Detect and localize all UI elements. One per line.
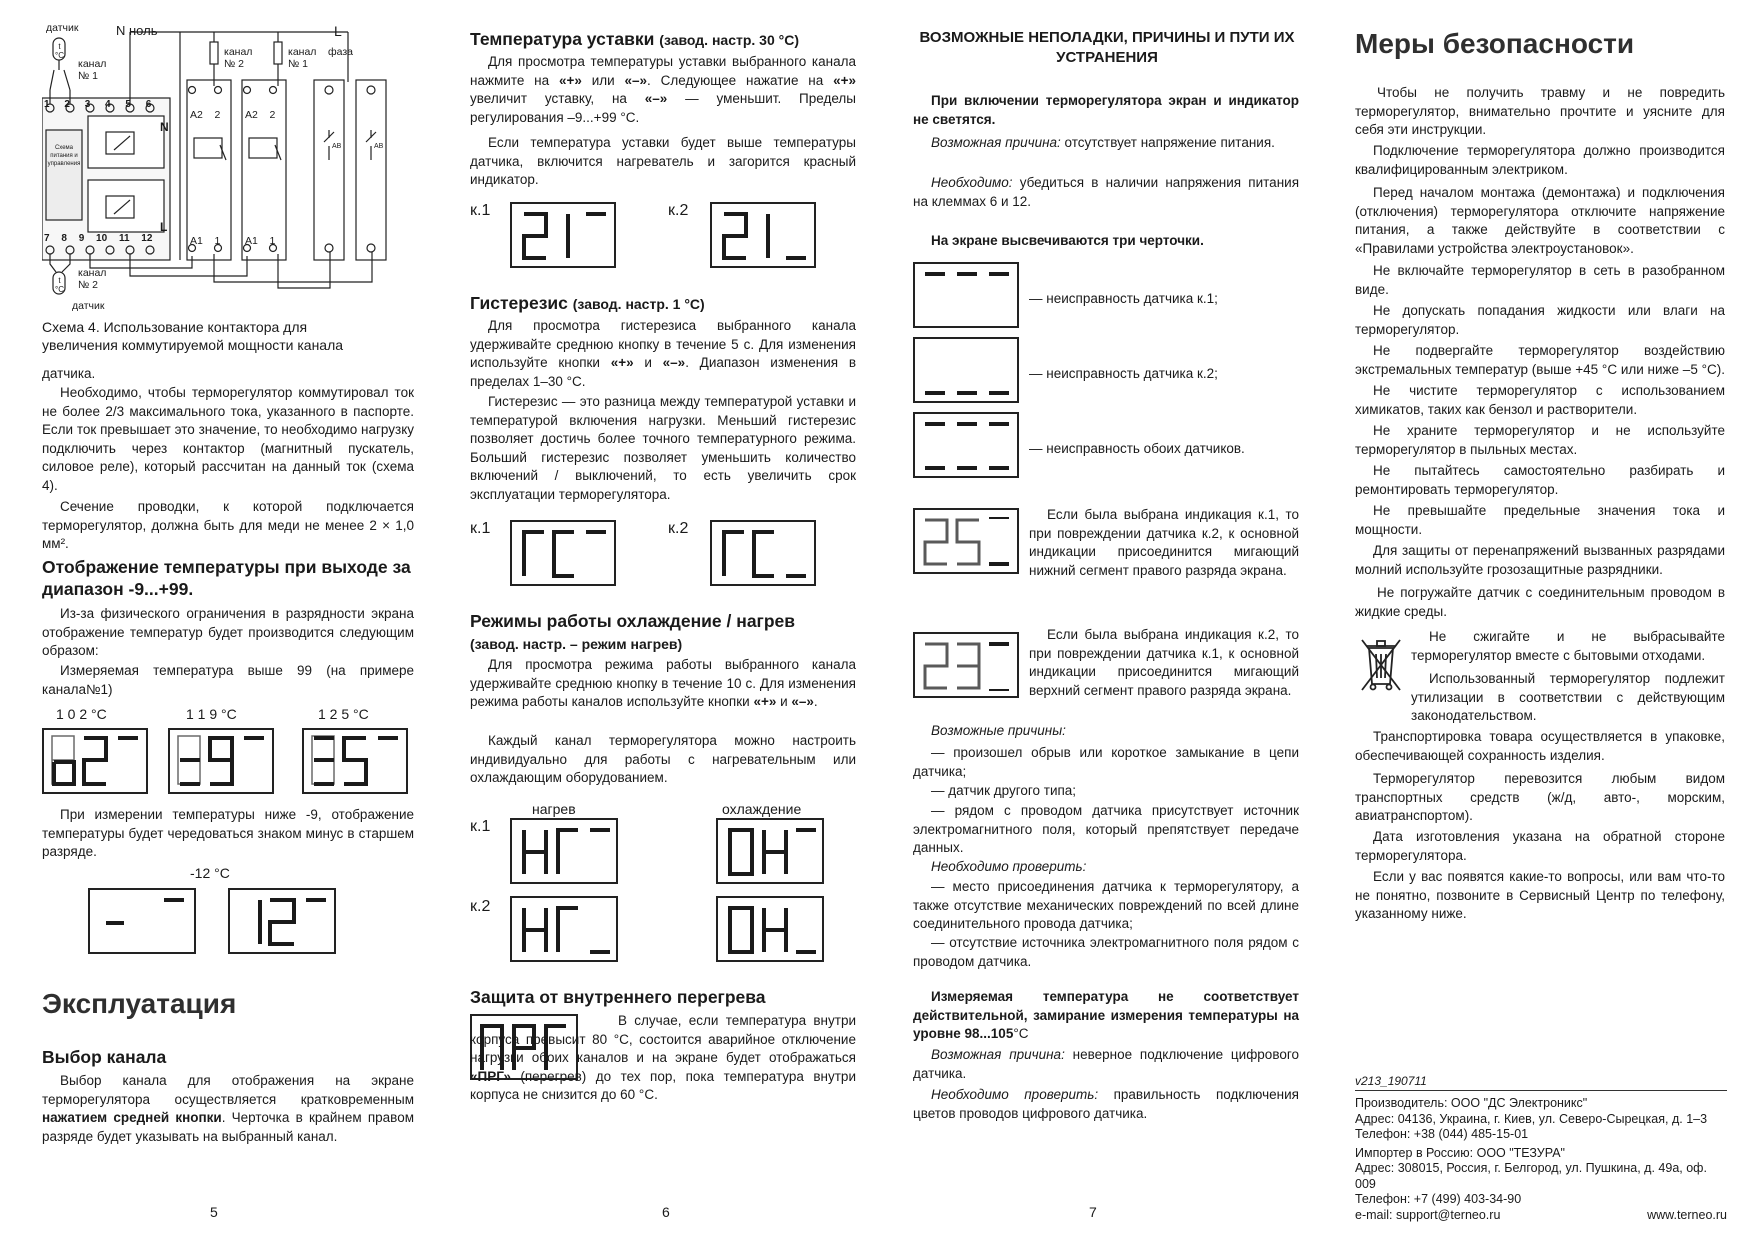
paragraph-hysteresis-def: Гистерезис — это разница между температурой уставки и температурой включения нагрузки. Меньший гистерезис позволяет достичь более точного температурного режима. Больший гистерезис позволяет уменьшить количество включений / выключений, то есть увеличить срок эксплуатации терморегулятора. <box>470 394 856 502</box>
diagram-n-side: N <box>160 120 169 134</box>
page-5 <box>42 0 418 1241</box>
display-cooling-k2 <box>716 896 824 962</box>
paragraph-setpoint: Для просмотра температуры уставки выбранного канала нажмите на «+» или «–». Следующее нажатие на «+» увеличит уставку, на «–» — уменьшит. Пределы регулирования –9...+99 °C. <box>470 54 856 125</box>
paragraph-channel-config: Каждый канал терморегулятора можно настроить индивидуально для работы с нагревательным или охлаждающим оборудованием. <box>470 733 856 785</box>
cause-wrong-temp: Возможная причина: неверное подключение цифрового датчика. <box>913 1047 1299 1081</box>
importer-address: Адрес: 308015, Россия, г. Белгород, ул. Пушкина, д. 49а, оф. 009 <box>1355 1161 1707 1191</box>
paragraph-hysteresis-set: Для просмотра гистерезиса выбранного канала удерживайте среднюю кнопку в течение 5 с. Для изменения используйте кнопки «+» и «–». Диапазон изменения в пределах 1–30 °C. <box>470 318 856 389</box>
diagram-label-tc-top: t °C <box>55 42 64 60</box>
display-setpoint-k1 <box>510 202 616 268</box>
page-number-6: 6 <box>662 1204 670 1220</box>
page-6 <box>470 0 858 1241</box>
safety-6: Не подвергайте терморегулятор воздействию экстремальных температур (выше +45 °C или ниже –5 °C). <box>1355 343 1725 377</box>
diagram-av-1: АВ <box>332 143 342 150</box>
diagram-a1-1: A1 1 <box>190 235 221 247</box>
display-sensor1-fault <box>913 262 1019 328</box>
label-k1-hysteresis: к.1 <box>470 520 491 537</box>
manufacturer-address: Адрес: 04136, Украина, г. Киев, ул. Северо-Сырецкая, д. 1–3 <box>1355 1111 1708 1126</box>
cause-other-type: — датчик другого типа; <box>931 783 1077 798</box>
display-23 <box>913 632 1019 698</box>
cause-no-display: Возможная причина: отсутствует напряжение питания. <box>931 135 1275 150</box>
display-119 <box>168 728 274 794</box>
heading-modes-note: (завод. настр. – режим нагрев) <box>470 636 683 652</box>
footer-divider <box>1355 1090 1727 1091</box>
issue-three-dashes: На экране высвечиваются три черточки. <box>931 233 1204 248</box>
diagram-label-channel2-bottom: канал № 2 <box>78 267 107 291</box>
diagram-label-phase: фаза <box>328 46 354 58</box>
safety-2: Подключение терморегулятора должно производится квалифицированным электриком. <box>1355 143 1725 177</box>
page-8 <box>1355 0 1727 1241</box>
importer-name: Импортер в Россию: ООО "ТЕЗУРА" <box>1355 1145 1565 1160</box>
cause-break: — произошел обрыв или короткое замыкание в цепи датчика; <box>913 745 1299 779</box>
diagram-caption: Схема 4. Использование контактора для увеличения коммутируемой мощности канала <box>42 319 344 353</box>
paragraph-channel-select: Выбор канала для отображения на экране терморегулятора осуществляется кратковременным нажатием средней кнопки. Черточка в крайнем правом разряде будет указывать на выбранный канал. <box>42 1073 414 1144</box>
example-label-119: 1 1 9 °C <box>186 706 237 722</box>
label-heating: нагрев <box>532 801 576 817</box>
display-heating-k2 <box>510 896 618 962</box>
display-setpoint-k2 <box>710 202 816 268</box>
diagram-label-n: N ноль <box>116 23 158 38</box>
issue-wrong-temp: Измеряемая температура не соответствует действительной, замирание измерения температуры на уровне 98...105°C <box>913 989 1299 1041</box>
diagram-terminals-top: 1 2 3 4 5 6 <box>44 99 152 110</box>
manufacturer-phone: Телефон: +38 (044) 485-15-01 <box>1355 1127 1529 1141</box>
label-k1-setpoint: к.1 <box>470 202 491 219</box>
safety-16: Терморегулятор перевозится любым видом транспортных средств (ж/д, авто-, морским, авиатранспортом). <box>1355 771 1725 823</box>
contact-row <box>1355 1208 1727 1224</box>
safety-9: Не пытайтесь самостоятельно разбирать и ремонтировать терморегулятор. <box>1355 463 1725 497</box>
heading-safety: Меры безопасности <box>1355 28 1635 59</box>
display-minus <box>88 888 196 954</box>
safety-8: Не храните терморегулятор и не используйте терморегулятор в пыльных местах. <box>1355 423 1725 457</box>
label-sensor1-fault: — неисправность датчика к.1; <box>1029 291 1218 306</box>
heading-modes: Режимы работы охлаждение / нагрев <box>470 611 796 631</box>
diagram-label-channel1-left: канал № 1 <box>78 58 107 82</box>
example-label-102: 1 0 2 °C <box>56 706 107 722</box>
page-number-7: 7 <box>1089 1204 1097 1220</box>
issue-no-display: При включении терморегулятора экран и индикатор не светятся. <box>913 93 1299 127</box>
heading-operation: Эксплуатация <box>42 988 237 1019</box>
example-label-minus12: -12 °C <box>190 865 230 881</box>
troubleshooting-title: ВОЗМОЖНЫЕ НЕПОЛАДКИ, ПРИЧИНЫ И ПУТИ ИХ УСТРАНЕНИЯ <box>919 29 1295 66</box>
safety-12: Не погружайте датчик с соединительным проводом в жидкие среды. <box>1355 585 1725 619</box>
paragraph-sensor2-blink: Если была выбрана индикация к.1, то при повреждении датчика к.2, к основной индикации присоединится мигающий нижний сегмент правого разряда экрана. <box>1029 507 1299 578</box>
label-k2-mode: к.2 <box>470 898 491 915</box>
safety-4: Не включайте терморегулятор в сеть в разобранном виде. <box>1355 263 1725 297</box>
diagram-label-channel1-top: канал № 1 <box>288 46 317 70</box>
heading-channel-select: Выбор канала <box>42 1047 167 1067</box>
paragraph-heater: Если температура уставки будет выше температуры датчика, включится нагреватель и загорится красный индикатор. <box>470 135 856 187</box>
display-125 <box>302 728 408 794</box>
cause-emi: — рядом с проводом датчика присутствует источник электромагнитного поля, который препятствует передаче данных. <box>913 803 1299 855</box>
fix-wrong-temp: Необходимо проверить: правильность подключения цветов проводов цифрового датчика. <box>913 1087 1299 1121</box>
display-102 <box>42 728 148 794</box>
diagram-l-side: L <box>160 220 168 234</box>
safety-18: Если у вас появятся какие-то вопросы, или вам что-то не понятно, позвоните в Сервисный Центр по телефону, указанному ниже. <box>1355 869 1725 921</box>
page-number-5: 5 <box>210 1204 218 1220</box>
label-check: Необходимо проверить: <box>931 859 1087 874</box>
safety-3: Перед началом монтажа (демонтажа) и подключения (отключения) терморегулятора отключите напряжение питания, а также действуйте в соответствии с «Правилами устройства электроустановок». <box>1355 185 1725 256</box>
check-emi: — отсутствие источника электромагнитного поля рядом с проводом датчика. <box>913 935 1299 969</box>
diagram-a1-2: A1 1 <box>245 235 276 247</box>
label-k2-setpoint: к.2 <box>668 202 689 219</box>
label-k1-mode: к.1 <box>470 818 491 835</box>
page-7 <box>913 0 1301 1241</box>
diagram-av-2: АВ <box>374 143 384 150</box>
example-label-125: 1 2 5 °C <box>318 706 369 722</box>
paragraph-modes: Для просмотра режима работы выбранного канала удерживайте среднюю кнопку в течение 10 с. Для изменения режима работы каналов используйте кнопки «+» и «–». <box>470 657 856 709</box>
label-k2-hysteresis: к.2 <box>668 520 689 537</box>
safety-13: Не сжигайте и не выбрасывайте терморегулятор вместе с бытовыми отходами. <box>1411 629 1725 663</box>
display-12 <box>228 888 336 954</box>
display-heating-k1 <box>510 818 618 884</box>
importer-phone: Телефон: +7 (499) 403-34-90 <box>1355 1192 1522 1206</box>
display-25 <box>913 508 1019 574</box>
label-sensor2-fault: — неисправность датчика к.2; <box>1029 366 1218 381</box>
diagram-label-sensor-bottom: датчик <box>72 300 105 312</box>
support-email[interactable]: e-mail: support@terneo.ru <box>1355 1207 1501 1222</box>
manufacturer-info <box>1355 1096 1727 1223</box>
paragraph-sensor-end: датчика. <box>42 366 96 381</box>
heading-hysteresis: Гистерезис (завод. настр. 1 °C) <box>470 293 705 313</box>
website-link[interactable]: www.terneo.ru <box>1647 1207 1727 1222</box>
label-cooling: охлаждение <box>722 801 802 817</box>
diagram-label-scheme: Схема питания и управления <box>47 145 81 167</box>
safety-11: Для защиты от перенапряжений вызванных разрядами молний используйте грозозащитные разрядники. <box>1355 543 1725 577</box>
label-possible-causes: Возможные причины: <box>931 723 1066 738</box>
check-connection: — место присоединения датчика к терморегулятору, а также отсутствие механических повреждений по всей длине соединительного провода датчика; <box>913 879 1299 931</box>
safety-10: Не превышайте предельные значения тока и мощности. <box>1355 503 1725 537</box>
crossed-bin-icon <box>1359 636 1403 694</box>
safety-1: Чтобы не получить травму и не повредить терморегулятор, внимательно прочтите и уясните для себя эти инструкции. <box>1355 85 1725 137</box>
diagram-label-sensor-top: датчик <box>46 22 79 34</box>
diagram-label-channel2-top: канал № 2 <box>224 46 253 70</box>
safety-14: Использованный терморегулятор подлежит утилизации в соответствии с действующим законодательством. <box>1411 671 1725 723</box>
display-both-fault <box>913 412 1019 478</box>
label-both-fault: — неисправность обоих датчиков. <box>1029 441 1245 456</box>
paragraph-wiring: Сечение проводки, к которой подключается терморегулятор, должна быть для меди не менее 2 × 1,0 мм². <box>42 499 414 551</box>
diagram-a2-1: A2 2 <box>190 109 221 121</box>
safety-5: Не допускать попадания жидкости или влаги на терморегулятор. <box>1355 303 1725 337</box>
diagram-a2-2: A2 2 <box>245 109 276 121</box>
diagram-label-tc-bottom: t °C <box>55 276 64 294</box>
heading-overheat: Защита от внутреннего перегрева <box>470 987 766 1007</box>
safety-17: Дата изготовления указана на обратной стороне терморегулятора. <box>1355 829 1725 863</box>
paragraph-above99: Измеряемая температура выше 99 (на примере канала№1) <box>42 663 414 697</box>
fix-no-display: Необходимо: убедиться в наличии напряжения питания на клеммах 6 и 12. <box>913 175 1299 209</box>
heading-setpoint: Температура уставки (завод. настр. 30 °C) <box>470 29 800 49</box>
paragraph-overheat: В случае, если температура внутри корпуса превысит 80 °C, состоится аварийное отключение нагрузки обоих каналов и на экране будет отображаться «ПРГ» (перегрев) до тех пор, пока температура внутри корпуса не снизится до 60 °C. <box>470 1013 856 1102</box>
paragraph-below-minus9: При измерении температуры ниже -9, отображение температуры будет чередоваться знаком минус в старшем разряде. <box>42 807 414 859</box>
heading-display-range: Отображение температуры при выходе за диапазон -9...+99. <box>42 557 411 599</box>
display-hysteresis-k2 <box>710 520 816 586</box>
display-hysteresis-k1 <box>510 520 616 586</box>
paragraph-current: Необходимо, чтобы терморегулятор коммутировал ток не более 2/3 максимального тока, указанного в паспорте. Если ток превышает это значение, то необходимо нагрузку подключить через контактор (магнитный пускатель, силовое реле), который рассчитан на данный ток (схема 4). <box>42 385 414 493</box>
diagram-label-l: L <box>334 23 342 39</box>
display-cooling-k1 <box>716 818 824 884</box>
manufacturer-name: Производитель: ООО "ДС Электроникс" <box>1355 1096 1588 1110</box>
safety-7: Не чистите терморегулятор с использованием химикатов, таких как бензол и растворители. <box>1355 383 1725 417</box>
version-code: v213_190711 <box>1355 1074 1427 1088</box>
paragraph-sensor1-blink: Если была выбрана индикация к.2, то при повреждении датчика к.1, к основной индикации присоединится мигающий верхний сегмент правого разряда экрана. <box>1029 627 1299 698</box>
safety-15: Транспортировка товара осуществляется в упаковке, обеспечивающей сохранность изделия. <box>1355 729 1725 763</box>
paragraph-display-limit: Из-за физического ограничения в разрядности экрана отображение температур будет производится следующим образом: <box>42 606 414 658</box>
display-sensor2-fault <box>913 337 1019 403</box>
diagram-terminals-bottom: 7 8 9 10 11 12 <box>44 233 153 244</box>
